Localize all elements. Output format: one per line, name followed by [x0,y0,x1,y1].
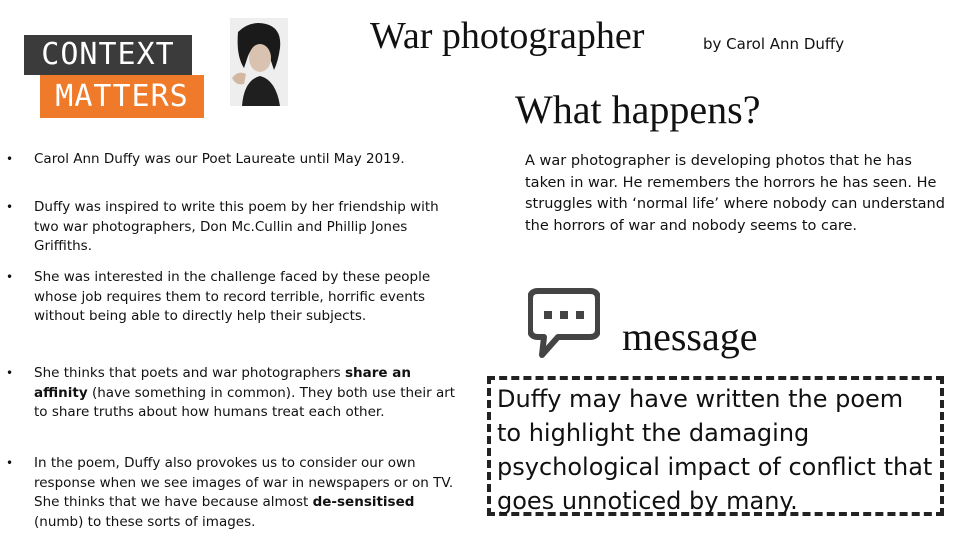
bullet-icon: • [6,366,14,380]
section-heading: What happens? [515,87,761,132]
bullet-text: She was interested in the challenge faced by these people whose job requires them to record terrible, horrific events without being able to directly help their subjects. [34,269,431,324]
bullet-text: Duffy was inspired to write this poem by her friendship with two war photographers, Don Mc.Cullin and Phillip Jones Griffiths. [34,199,439,254]
author-byline: by Carol Ann Duffy [703,35,845,53]
plot-summary: A war photographer is developing photos that he has taken in war. He remembers the horrors he has seen. He struggles with ‘normal life’ where nobody can understand the horrors of war and nobody seems to care. [525,153,945,234]
logo-matters: MATTERS [40,75,204,118]
page-title: War photographer [370,15,645,57]
message-callout-box [487,376,944,516]
bullet-icon: • [6,152,14,166]
bullet-icon: • [6,456,14,470]
emphasis-text: de-sensitised [312,494,415,510]
portrait-image [230,18,288,106]
bullet-icon: • [6,270,14,284]
emphasis-text: share an affinity [34,365,411,401]
author-portrait [230,18,288,106]
message-heading: message [622,314,758,359]
bullet-icon: • [6,200,14,214]
bullet-text: In the poem, Duffy also provokes us to consider our own response when we see images of war in newspapers or on TV. She thinks that we have because almost de-sensitised (numb) to these sorts of images. [34,455,454,530]
bullet-text: Carol Ann Duffy was our Poet Laureate until May 2019. [34,151,405,167]
logo-context: CONTEXT [24,35,192,75]
speech-bubble-icon [528,283,600,367]
callout-text: Duffy may have written the poem to highlight the damaging psychological impact of conflict that goes unnoticed by many. [497,385,933,515]
bullet-text: She thinks that poets and war photographers share an affinity (have something in common). They both use their art to share truths about how humans treat each other. [34,365,456,420]
